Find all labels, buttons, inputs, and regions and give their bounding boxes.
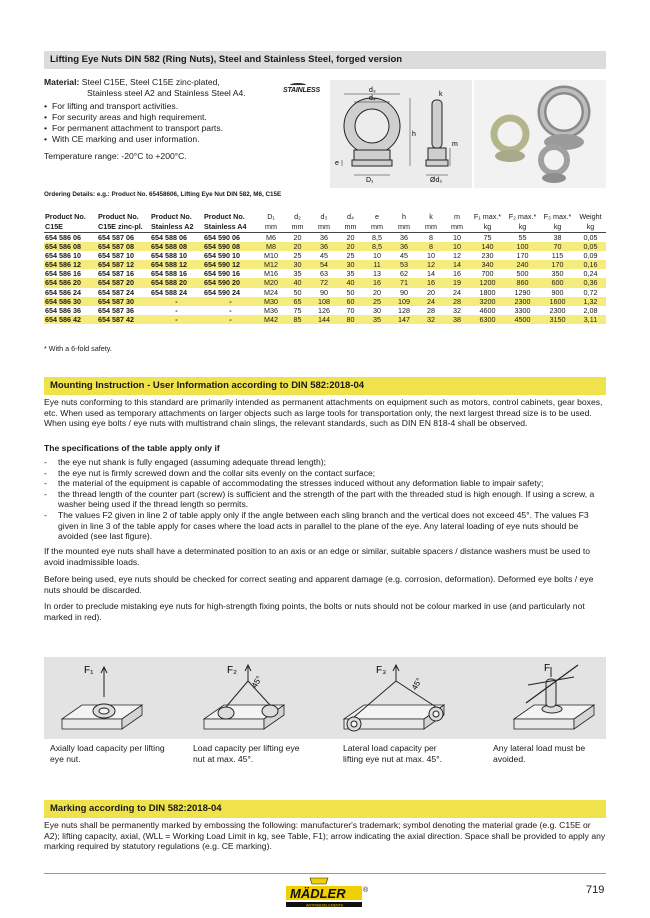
condition-item: - the eye nut is firmly screwed down and the collar sits evenly on the contact surface;	[44, 468, 606, 479]
table-cell: 25	[364, 297, 390, 306]
table-cell: 654 587 12	[97, 260, 150, 269]
temperature-range: Temperature range: -20°C to +200°C.	[44, 151, 187, 161]
column-unit: mm	[390, 222, 418, 233]
column-header: F₃ max.*	[543, 212, 572, 221]
marking-text: Eye nuts shall be permanently marked by embossing the following: manufacturer's trademark; symbol denoting the material grade (e.g. C15E or A2); lifting capacity, axial, (WLL = Working Load Limit in kg, see Table, F1); arrow indicating the axial direction. Space shall be provided to apply any marking required by statutory regulations (e.g. CE marking).	[44, 820, 606, 852]
table-cell: 35	[364, 315, 390, 324]
table-cell: 20	[284, 242, 311, 251]
table-cell: 3200	[470, 297, 505, 306]
table-header-row	[44, 212, 606, 222]
table-cell: 8,5	[372, 233, 382, 242]
table-cell: 654 587 10	[98, 251, 134, 261]
ordering-details: Ordering Details: e.g.: Product No. 65458606, Lifting Eye Nut DIN 582, M6, C15E	[44, 191, 282, 198]
logo-tagline: ANTRIEBSELEMENTE	[306, 903, 344, 908]
column-unit: kg	[505, 222, 540, 233]
label-f2: F₂	[227, 665, 237, 676]
table-cell: 115	[551, 251, 564, 261]
column-header: m	[454, 212, 460, 221]
column-unit: C15E zinc-pl.	[97, 222, 150, 233]
table-cell: 28	[444, 297, 470, 306]
table-cell: 24	[418, 297, 444, 306]
condition-item: - the thread length of the counter part (screw) is sufficient and the strength of the part with the threaded stud is high enough. If using a screw, a washer being used if the thread length so permits.	[44, 489, 606, 510]
figure-lateral-45	[344, 665, 444, 731]
table-cell: 38	[553, 233, 562, 242]
table-cell: 20	[337, 242, 364, 251]
table-cell: 654 586 12	[44, 260, 97, 269]
table-row	[44, 278, 606, 287]
spec-table	[44, 212, 606, 324]
table-cell: -	[150, 315, 203, 324]
table-cell: 654 587 42	[97, 315, 150, 324]
column-unit: mm	[364, 222, 390, 233]
column-unit: mm	[284, 222, 311, 233]
table-cell: 35	[346, 269, 355, 279]
feature-item: • For security areas and high requirement.	[44, 112, 314, 123]
figure-lateral-forbidden	[514, 663, 594, 729]
table-cell: 11	[364, 260, 390, 269]
table-cell: 30	[284, 260, 311, 269]
table-cell: 20	[346, 233, 355, 242]
table-cell: 70	[346, 305, 355, 315]
column-unit: kg	[470, 222, 505, 233]
table-cell: 72	[311, 278, 337, 287]
table-cell: M20	[258, 278, 284, 287]
column-unit: mm	[311, 222, 337, 233]
table-cell: 654 586 24	[45, 287, 81, 297]
table-cell: 654 586 36	[45, 305, 81, 315]
table-cell: 654 588 12	[150, 260, 203, 269]
load-figures	[44, 657, 606, 739]
dim-D1: D₁	[366, 177, 374, 184]
column-header: Weight	[579, 212, 602, 221]
table-cell: -	[203, 315, 258, 324]
table-cell: 109	[390, 297, 418, 306]
table-cell: 3,11	[575, 315, 606, 324]
table-cell: 40	[337, 278, 364, 287]
table-cell: 36	[400, 233, 408, 242]
table-cell: 70	[540, 242, 575, 251]
table-cell: 24	[453, 287, 461, 297]
table-cell: 126	[318, 305, 330, 315]
eye-nut-photo	[474, 80, 606, 188]
table-cell: M36	[264, 305, 278, 315]
table-cell: 144	[311, 315, 337, 324]
table-cell: 63	[320, 269, 328, 279]
column-header: h	[402, 212, 406, 221]
table-cell: 45	[320, 251, 328, 261]
table-cell: M24	[264, 287, 278, 297]
table-cell: 90	[320, 287, 328, 297]
table-cell: 30	[337, 260, 364, 269]
column-header: d₄	[347, 212, 354, 221]
column-header: Product No.	[98, 212, 139, 221]
table-cell: 75	[483, 233, 492, 242]
column-unit: mm	[444, 222, 470, 233]
table-cell: 14	[444, 260, 470, 269]
table-cell: 36	[390, 242, 418, 251]
table-row	[44, 233, 606, 243]
para-spacers: If the mounted eye nuts shall have a determinated position to an axis or an edge or similar, suitable spacers / distance washers must be used to avoid inadmissible loads.	[44, 546, 591, 567]
caption-lateral-45: Lateral load capacity per lifting eye nut at max. 45°.	[343, 743, 442, 764]
table-cell: 71	[390, 278, 418, 287]
table-cell: 55	[518, 233, 527, 242]
table-cell: 0,09	[583, 251, 598, 261]
table-cell: 350	[551, 269, 564, 279]
table-cell: 654 587 20	[97, 278, 150, 287]
column-header: D₁	[267, 212, 275, 221]
table-footnote: * With a 6-fold safety.	[44, 344, 112, 353]
material-line1: Steel C15E, Steel C15E zinc-plated,	[81, 77, 220, 87]
table-cell: 10	[427, 251, 435, 261]
stainless-badge: STAINLESS	[283, 87, 320, 94]
para-marking-colour: In order to preclude mistaking eye nuts for high-strength fixing points, the bolts or nuts should not be colour marked in use (and particularly not marked in red).	[44, 601, 585, 622]
dim-m: m	[452, 141, 458, 148]
logo-registered: ®	[363, 887, 369, 894]
table-cell: 1200	[470, 278, 505, 287]
table-cell: M30	[258, 297, 284, 306]
table-cell: 654 588 10	[151, 251, 187, 261]
mounting-intro: Eye nuts conforming to this standard are primarily intended as permanent attachments on equipment such as motors, control cabinets, gear boxes, etc. When used as temporary attachments on larger objects such as large tools for transportation only, the next largest thread size is to be used. When using eye bolts / eye nuts with multistrand chain slings, the relevant standards, such as DIN EN 818-4 shall be observed.	[44, 397, 603, 429]
table-cell: 654 587 06	[98, 233, 134, 242]
label-angle-2: 45°	[249, 674, 264, 690]
table-cell: 40	[284, 278, 311, 287]
table-cell: 20	[373, 287, 381, 297]
table-cell: 50	[346, 287, 355, 297]
table-cell: 28	[427, 305, 435, 315]
column-header: F₁ max.*	[473, 212, 502, 221]
label-f3: F₃	[376, 665, 387, 676]
table-cell: 240	[505, 260, 540, 269]
table-cell: 50	[293, 287, 302, 297]
table-cell: 108	[311, 297, 337, 306]
table-cell: 10	[444, 242, 470, 251]
table-cell: M12	[258, 260, 284, 269]
table-cell: 20	[427, 287, 435, 297]
table-cell: 19	[444, 278, 470, 287]
logo-brand: MÄDLER	[290, 886, 346, 901]
column-header: d₂	[294, 212, 301, 221]
table-cell: 1290	[514, 287, 531, 297]
column-unit: mm	[337, 222, 364, 233]
column-unit: kg	[540, 222, 575, 233]
table-cell: 654 588 24	[151, 287, 187, 297]
table-cell: 0,72	[583, 287, 598, 297]
column-unit: mm	[258, 222, 284, 233]
column-header: e	[375, 212, 379, 221]
table-cell: 65	[284, 297, 311, 306]
table-cell: 4600	[479, 305, 496, 315]
page-number: 719	[586, 884, 605, 896]
table-cell: 12	[418, 260, 444, 269]
table-cell: 654 587 30	[97, 297, 150, 306]
condition-list	[44, 457, 606, 542]
table-cell: M10	[264, 251, 278, 261]
table-cell: 3150	[540, 315, 575, 324]
table-cell: 654 586 20	[44, 278, 97, 287]
table-cell: 654 587 36	[98, 305, 134, 315]
table-cell: 45	[400, 251, 408, 261]
table-row	[44, 315, 606, 324]
table-cell: -	[175, 305, 178, 315]
column-header: Product No.	[151, 212, 192, 221]
table-cell: 654 586 10	[45, 251, 81, 261]
table-cell: 6300	[470, 315, 505, 324]
label-angle-3: 45°	[409, 676, 424, 692]
table-cell: 53	[390, 260, 418, 269]
technical-drawing	[330, 80, 472, 188]
table-cell: 90	[400, 287, 408, 297]
dim-d2: Ød₂	[430, 177, 443, 184]
dim-e: e	[335, 160, 339, 167]
table-cell: 654 590 08	[203, 242, 258, 251]
caption-lateral-forbidden: Any lateral load must be avoided.	[493, 743, 586, 764]
table-cell: 8	[429, 233, 433, 242]
table-cell: 0,05	[583, 233, 598, 242]
table-cell: 654 588 06	[151, 233, 187, 242]
table-cell: 147	[390, 315, 418, 324]
caption-45: Load capacity per lifting eye nut at max. 45°.	[193, 743, 300, 764]
table-cell: -	[203, 297, 258, 306]
column-header: F₂ max.*	[508, 212, 537, 221]
table-cell: 10	[453, 233, 461, 242]
table-cell: 38	[444, 315, 470, 324]
label-f: F	[544, 663, 551, 674]
column-unit: mm	[418, 222, 444, 233]
table-cell: 30	[373, 305, 381, 315]
dim-d4: d₄	[369, 95, 376, 102]
table-cell: 654 590 06	[204, 233, 240, 242]
table-cell: 0,24	[583, 269, 598, 279]
condition-item: - The values F2 given in line 2 of table apply only if the angle between each sling branch and the vertical does not exceed 45°. The values F3 given in line 3 of the table apply for cases where the load acts in parallel to the plane of the eye. Any lateral loading of eye nuts should be avoided (see last figure).	[44, 510, 606, 542]
table-cell: 654 588 08	[150, 242, 203, 251]
column-header: Product No.	[204, 212, 245, 221]
dim-k: k	[439, 91, 443, 98]
table-cell: 2300	[549, 305, 566, 315]
table-cell: 4500	[505, 315, 540, 324]
table-cell: 8,5	[364, 242, 390, 251]
figure-axial	[62, 665, 142, 729]
table-cell: 140	[470, 242, 505, 251]
table-cell: 654 590 20	[203, 278, 258, 287]
para-check: Before being used, eye nuts should be checked for correct seating and apparent damage (e.g. corrosion, deformation). Deformed eye bolts / eye nuts should be discarded.	[44, 574, 594, 595]
table-cell: 25	[293, 251, 302, 261]
spec-heading: The specifications of the table apply only if	[44, 443, 220, 453]
table-cell: 8	[418, 242, 444, 251]
table-cell: 0,36	[575, 278, 606, 287]
madler-logo	[282, 876, 372, 912]
table-cell: 654 587 24	[98, 287, 134, 297]
table-cell: 654 590 12	[203, 260, 258, 269]
table-cell: 0,16	[575, 260, 606, 269]
table-cell: 654 588 16	[151, 269, 187, 279]
table-cell: 654 587 16	[98, 269, 134, 279]
feature-list	[44, 101, 314, 145]
table-cell: 654 586 30	[44, 297, 97, 306]
label-f1: F₁	[84, 665, 94, 676]
table-cell: 3300	[514, 305, 531, 315]
column-unit: kg	[575, 222, 606, 233]
column-header: k	[429, 212, 433, 221]
table-cell: M6	[266, 233, 276, 242]
table-cell: 36	[311, 242, 337, 251]
table-cell: 32	[418, 315, 444, 324]
table-cell: 16	[364, 278, 390, 287]
table-cell: 16	[453, 269, 461, 279]
table-cell: M8	[258, 242, 284, 251]
table-row	[44, 288, 606, 297]
material-line2: Stainless steel A2 and Stainless Steel A4.	[87, 88, 246, 98]
table-row	[44, 269, 606, 278]
table-cell: 35	[293, 269, 302, 279]
table-cell: 80	[337, 315, 364, 324]
table-cell: 60	[337, 297, 364, 306]
table-cell: 2,08	[583, 305, 598, 315]
table-cell: 0,05	[575, 242, 606, 251]
table-cell: 100	[505, 242, 540, 251]
table-row	[44, 260, 606, 269]
feature-item: • For lifting and transport activities.	[44, 101, 314, 112]
table-cell: M16	[264, 269, 278, 279]
table-cell: M42	[258, 315, 284, 324]
feature-item: • For permanent attachment to transport parts.	[44, 123, 314, 134]
figure-45	[204, 665, 284, 729]
table-unit-row	[44, 222, 606, 233]
table-cell: 2300	[505, 297, 540, 306]
feature-item: • With CE marking and user information.	[44, 134, 314, 145]
table-cell: 654 590 24	[204, 287, 240, 297]
table-cell: 13	[373, 269, 381, 279]
table-cell: 654 590 16	[204, 269, 240, 279]
table-cell: 654 586 16	[45, 269, 81, 279]
table-cell: 25	[346, 251, 355, 261]
table-cell: 32	[453, 305, 461, 315]
table-cell: -	[150, 297, 203, 306]
table-cell: 36	[320, 233, 328, 242]
table-row	[44, 297, 606, 306]
caption-axial: Axially load capacity per lifting eye nut.	[50, 743, 165, 764]
material-block	[44, 77, 294, 99]
table-cell: 54	[311, 260, 337, 269]
table-cell: 170	[516, 251, 529, 261]
section-title: Lifting Eye Nuts DIN 582 (Ring Nuts), Steel and Stainless Steel, forged version	[44, 51, 606, 69]
table-cell: 600	[540, 278, 575, 287]
marking-title: Marking according to DIN 582:2018-04	[44, 800, 606, 818]
table-cell: 1,32	[575, 297, 606, 306]
table-row	[44, 242, 606, 251]
table-row	[44, 306, 606, 315]
column-unit: C15E	[44, 222, 97, 233]
table-cell: 654 586 06	[45, 233, 81, 242]
column-header: Product No.	[45, 212, 86, 221]
footer-divider	[44, 873, 606, 874]
table-cell: 654 586 42	[44, 315, 97, 324]
table-cell: 16	[418, 278, 444, 287]
table-cell: 654 587 08	[97, 242, 150, 251]
condition-item: - the material of the equipment is capable of accommodating the stresses induced without any deformation liable to impair safety;	[44, 478, 606, 489]
dim-h: h	[412, 131, 416, 138]
table-cell: 654 588 20	[150, 278, 203, 287]
table-cell: 1800	[479, 287, 496, 297]
dim-d3: d₃	[369, 87, 376, 94]
table-cell: 230	[481, 251, 494, 261]
column-unit: Stainless A4	[203, 222, 258, 233]
table-cell: 340	[470, 260, 505, 269]
table-cell: 654 590 10	[204, 251, 240, 261]
table-cell: 1600	[540, 297, 575, 306]
table-cell: 654 586 08	[44, 242, 97, 251]
condition-item: - the eye nut shank is fully engaged (assuming adequate thread length);	[44, 457, 606, 468]
table-cell: 860	[505, 278, 540, 287]
table-cell: 20	[293, 233, 302, 242]
table-cell: 700	[481, 269, 494, 279]
table-cell: 500	[516, 269, 529, 279]
table-cell: 85	[284, 315, 311, 324]
table-cell: 128	[398, 305, 410, 315]
material-label: Material:	[44, 77, 80, 87]
table-cell: 75	[293, 305, 302, 315]
table-cell: 14	[427, 269, 435, 279]
table-cell: 12	[453, 251, 461, 261]
table-cell: 900	[551, 287, 564, 297]
table-cell: 10	[373, 251, 381, 261]
table-cell: 170	[540, 260, 575, 269]
table-cell: -	[229, 305, 232, 315]
column-header: d₃	[320, 212, 328, 221]
column-unit: Stainless A2	[150, 222, 203, 233]
table-row	[44, 251, 606, 260]
table-cell: 62	[400, 269, 408, 279]
mounting-title: Mounting Instruction - User Information according to DIN 582:2018-04	[44, 377, 606, 395]
